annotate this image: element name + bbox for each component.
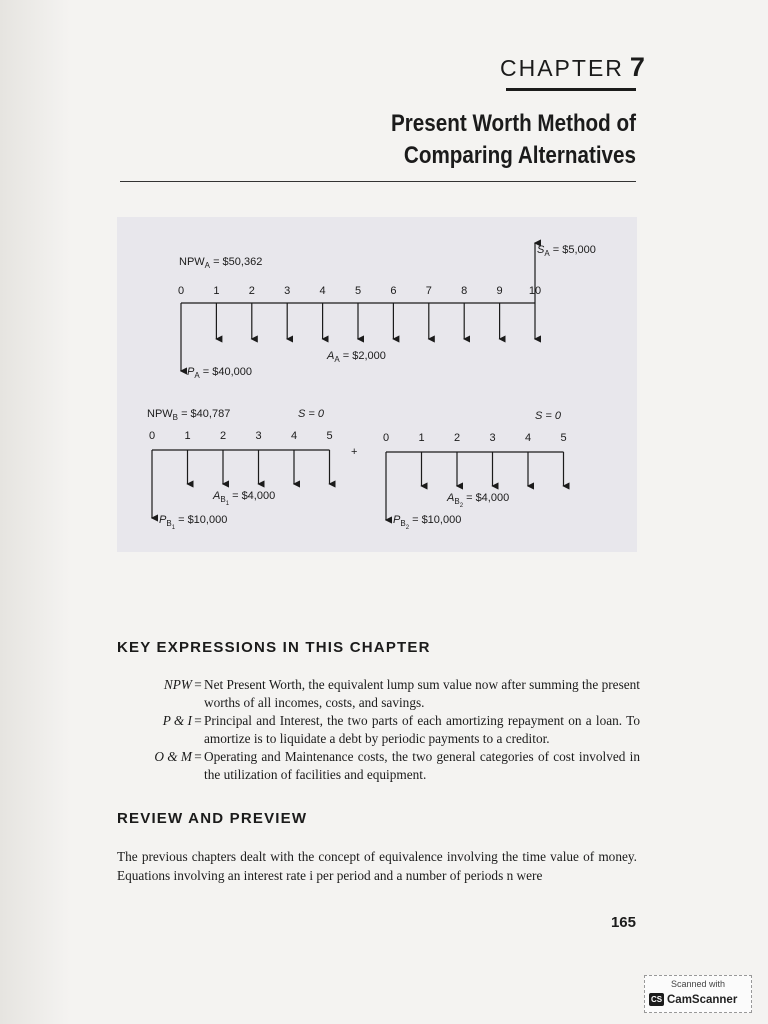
key-term: O & M xyxy=(154,749,192,764)
chapter-word: CHAPTER xyxy=(500,55,624,81)
annual-a-label: $A_A$ = $2,000 xyxy=(327,350,386,364)
scanner-brand xyxy=(649,993,737,1006)
period-tick-label: 0 xyxy=(382,432,390,444)
annual-b2-label: $A_{B2}$ = $4,000 xyxy=(447,492,510,509)
page-gutter-shadow xyxy=(0,0,70,1024)
period-tick-label: 2 xyxy=(453,432,461,444)
review-paragraph: The previous chapters dealt with the concept of equivalence involving the time value of money. Equations involving an interest rate i per period and a number of periods n were xyxy=(117,849,637,883)
camscanner-watermark xyxy=(644,975,752,1013)
npw-b-label: $NPW_B$ = $40,787 xyxy=(147,408,231,422)
chapter-title-line1: Present Worth Method of xyxy=(390,110,636,137)
key-equals: = xyxy=(194,713,202,728)
period-tick-label: 0 xyxy=(148,430,156,442)
key-definition: Principal and Interest, the two parts of each amortizing repayment on a loan. To amortize is to liquidate a debt by periodic payments to a creditor. xyxy=(204,713,640,746)
key-expressions-heading: KEY EXPRESSIONS IN THIS CHAPTER xyxy=(117,639,431,656)
salvage-b1-label: S = 0 xyxy=(298,408,324,420)
period-tick-label: 0 xyxy=(177,285,185,297)
period-tick-label: 5 xyxy=(326,430,333,442)
period-tick-label: 4 xyxy=(524,432,532,444)
cash-flow-diagram xyxy=(117,217,637,552)
chapter-number: 7 xyxy=(629,52,645,82)
key-expressions-list xyxy=(130,676,640,784)
page-number: 165 xyxy=(610,914,636,931)
period-tick-label: 1 xyxy=(213,285,220,297)
period-tick-label: 2 xyxy=(248,285,255,297)
diagram-b2 xyxy=(383,432,567,520)
camscanner-icon: CS xyxy=(650,995,663,1004)
period-tick-label: 10 xyxy=(528,285,542,297)
key-expression-row xyxy=(130,712,640,748)
chapter-rule xyxy=(506,88,636,91)
chapter-label xyxy=(500,52,645,83)
period-tick-label: 1 xyxy=(418,432,425,444)
period-tick-label: 5 xyxy=(354,285,362,297)
review-heading: REVIEW AND PREVIEW xyxy=(117,810,308,827)
period-tick-label: 1 xyxy=(184,430,191,442)
key-definition: Operating and Maintenance costs, the two general categories of cost involved in the utilization of facilities and equipment. xyxy=(204,749,640,782)
period-tick-label: 5 xyxy=(560,432,567,444)
key-term: P & I xyxy=(162,713,192,728)
cash-flow-svg xyxy=(117,217,637,552)
key-equals: = xyxy=(194,749,202,764)
scanner-caption: Scanned with xyxy=(670,979,726,989)
key-term: NPW xyxy=(163,677,192,692)
title-rule xyxy=(120,181,636,182)
npw-a-label: $NPW_A$ = $50,362 xyxy=(179,256,263,270)
key-expression-row xyxy=(130,748,640,784)
period-tick-label: 4 xyxy=(319,285,326,297)
period-tick-label: 7 xyxy=(425,285,432,297)
diagram-b1 xyxy=(149,430,333,518)
period-tick-label: 9 xyxy=(496,285,503,297)
period-tick-label: 4 xyxy=(290,430,298,442)
period-tick-label: 8 xyxy=(461,285,468,297)
principal-b2-label: $P_{B2}$ = $10,000 xyxy=(393,514,462,531)
period-tick-label: 3 xyxy=(255,430,262,442)
plus-sign: + xyxy=(351,446,358,458)
chapter-title-line2: Comparing Alternatives xyxy=(403,142,636,169)
principal-a-label: $P_A$ = $40,000 xyxy=(187,366,252,380)
annual-b1-label: $A_{B1}$ = $4,000 xyxy=(213,490,276,507)
period-tick-label: 2 xyxy=(219,430,227,442)
key-equals: = xyxy=(194,677,202,692)
scanner-name: CamScanner xyxy=(667,993,738,1006)
salvage-b2-label: S = 0 xyxy=(535,410,561,422)
principal-b1-label: $P_{B1}$ = $10,000 xyxy=(159,514,228,531)
chapter-title xyxy=(373,108,636,172)
period-tick-label: 6 xyxy=(390,285,397,297)
salvage-a-label: $S_A$ = $5,000 xyxy=(537,244,596,258)
key-expression-row xyxy=(130,676,640,712)
key-definition: Net Present Worth, the equivalent lump sum value now after summing the present worths of all incomes, costs, and savings. xyxy=(204,677,640,710)
period-tick-label: 3 xyxy=(284,285,291,297)
period-tick-label: 3 xyxy=(489,432,496,444)
